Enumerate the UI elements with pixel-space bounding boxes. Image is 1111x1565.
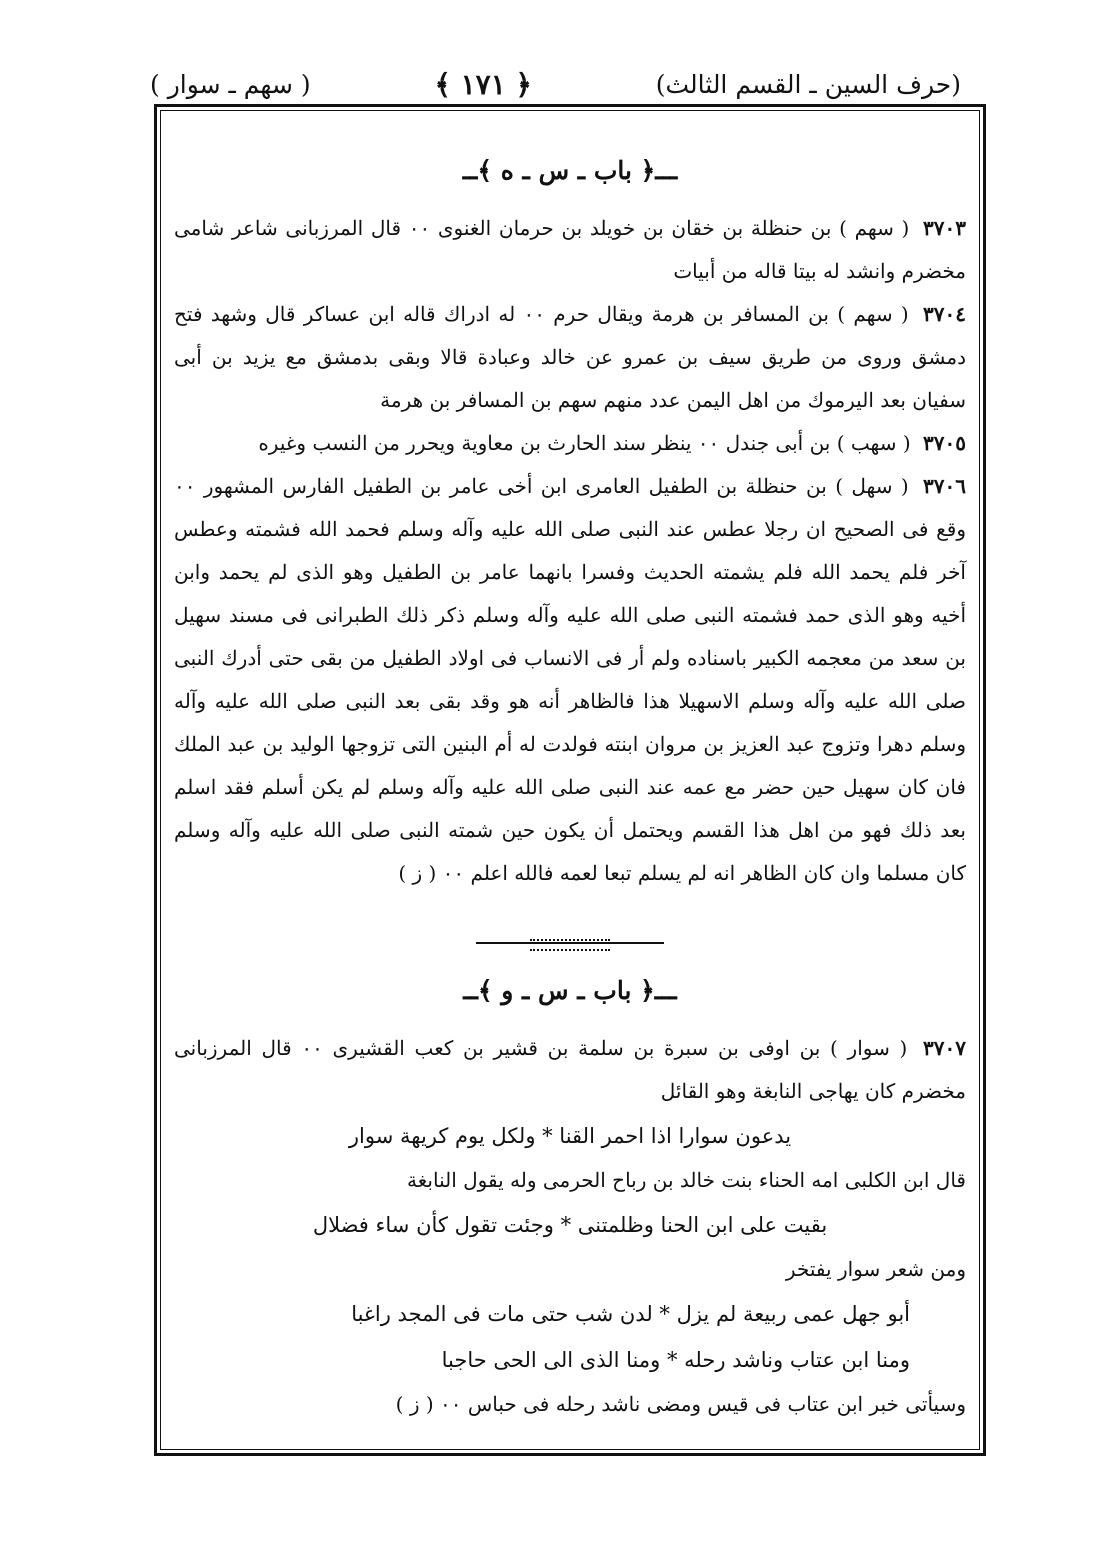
entry-3703 (174, 207, 966, 293)
section-heading-s-h: ـــ﴿ باب ـ س ـ ه ﴾ــ (462, 156, 678, 185)
entry-number: ٣٧٠٤ (923, 302, 967, 326)
entry-number: ٣٧٠٧ (923, 1036, 966, 1060)
ornamental-separator (476, 939, 664, 948)
text-line: قال ابن الكلبى امه الحناء بنت خالد بن رباح الحرمى وله يقول النابغة (407, 1168, 966, 1192)
entry-3707 (174, 1027, 966, 1113)
header-entry-range: ( سهم ـ سوار ) (150, 69, 311, 99)
entry-3704 (174, 293, 966, 422)
entry-text: ( سهم ) بن المسافر بن هرمة ويقال حرم ٠٠ له ادراك قاله ابن عساكر قال وشهد فتح دمشق وروى من طريق سيف بن عمرو عن خالد وعبادة قالا وبقى بدمشق مع يزيد بن أبى سفيان بعد اليرموك من اهل اليمن عدد منهم سهم بن المسافر بن هرمة (174, 302, 966, 412)
entry-number: ٣٧٠٦ (923, 474, 967, 498)
text-line: وسيأتى خبر ابن عتاب فى قيس ومضى ناشد رحله فى حباس ٠٠ ( ز ) (395, 1392, 966, 1416)
entry-number: ٣٧٠٥ (923, 431, 966, 455)
entry-text: ( سهل ) بن حنظلة بن الطفيل العامرى ابن أخى عامر بن الطفيل الفارس المشهور ٠٠ وقع فى الصحيح ان رجلا عطس عند النبى صلى الله عليه وآله وسلم فحمد الله فشمته وعطس آخر فلم يحمد الله فلم يشمته الحديث وفسرا بانهما عامر بن الطفيل وهو الذى لم يحمد وابن أخيه وهو الذى حمد فشمته النبى صلى الله عليه وآله وسلم ذكر ذلك الطبرانى فى مسند سهيل بن سعد من معجمه الكبير باسناده ولم أر فى الانساب فى اولاد الطفيل من بقى حتى أدرك النبى صلى الله عليه وآله وسلم الاسهيلا هذا فالظاهر أنه هو وقد بقى بعد النبى صلى الله عليه وآله وسلم دهرا وتزوج عبد العزيز بن مروان ابنته فولدت له أم البنين التى تزوجها الوليد بن عبد الملك فان كان سهيل حين حضر مع عمه عند النبى صلى الله عليه وآله وسلم لم يكن أسلم فقد اسلم بعد ذلك فهو من اهل هذا القسم ويحتمل أن يكون حين شمته النبى صلى الله عليه وآله وسلم كان مسلما وان كان الظاهر انه لم يسلم تبعا لعمه فالله اعلم ٠٠ ( ز ) (174, 474, 966, 885)
entry-3705 (174, 422, 966, 465)
page-body (174, 150, 966, 1426)
running-header (150, 62, 961, 106)
entry-text: ( سوار ) بن اوفى بن سبرة بن سلمة بن قشير بن كعب القشيرى ٠٠ قال المرزبانى مخضرم كان يهاجى النابغة وهو القائل (174, 1036, 966, 1103)
page-number: ﴿ ١٧١ ﴾ (434, 67, 532, 101)
verse-line: ومنا ابن عتاب وناشد رحله * ومنا الذى الى الحى حاجبا (441, 1348, 910, 1372)
entry-3706 (174, 465, 966, 895)
header-section-title: (حرف السين ـ القسم الثالث) (655, 69, 961, 99)
entry-number: ٣٧٠٣ (923, 216, 966, 240)
section-heading-s-w: ـــ﴿ باب ـ س ـ و ﴾ــ (463, 976, 677, 1005)
text-line: ومن شعر سوار يفتخر (785, 1257, 966, 1281)
verse-line: أبو جهل عمى ربيعة لم يزل * لدن شب حتى مات فى المجد راغبا (351, 1302, 910, 1326)
verse-line: يدعون سوارا اذا احمر القنا * ولكل يوم كريهة سوار (348, 1124, 792, 1148)
entry-text: ( سهب ) بن أبى جندل ٠٠ ينظر سند الحارث بن معاوية ويحرر من النسب وغيره (258, 431, 911, 455)
verse-line: بقيت على ابن الحنا وظلمتنى * وجئت تقول كأن ساء فضلال (312, 1213, 828, 1237)
entry-text: ( سهم ) بن حنظلة بن خقان بن خويلد بن حرمان الغنوى ٠٠ قال المرزبانى شاعر شامى مخضرم وانشد له بيتا قاله من أبيات (174, 216, 966, 283)
